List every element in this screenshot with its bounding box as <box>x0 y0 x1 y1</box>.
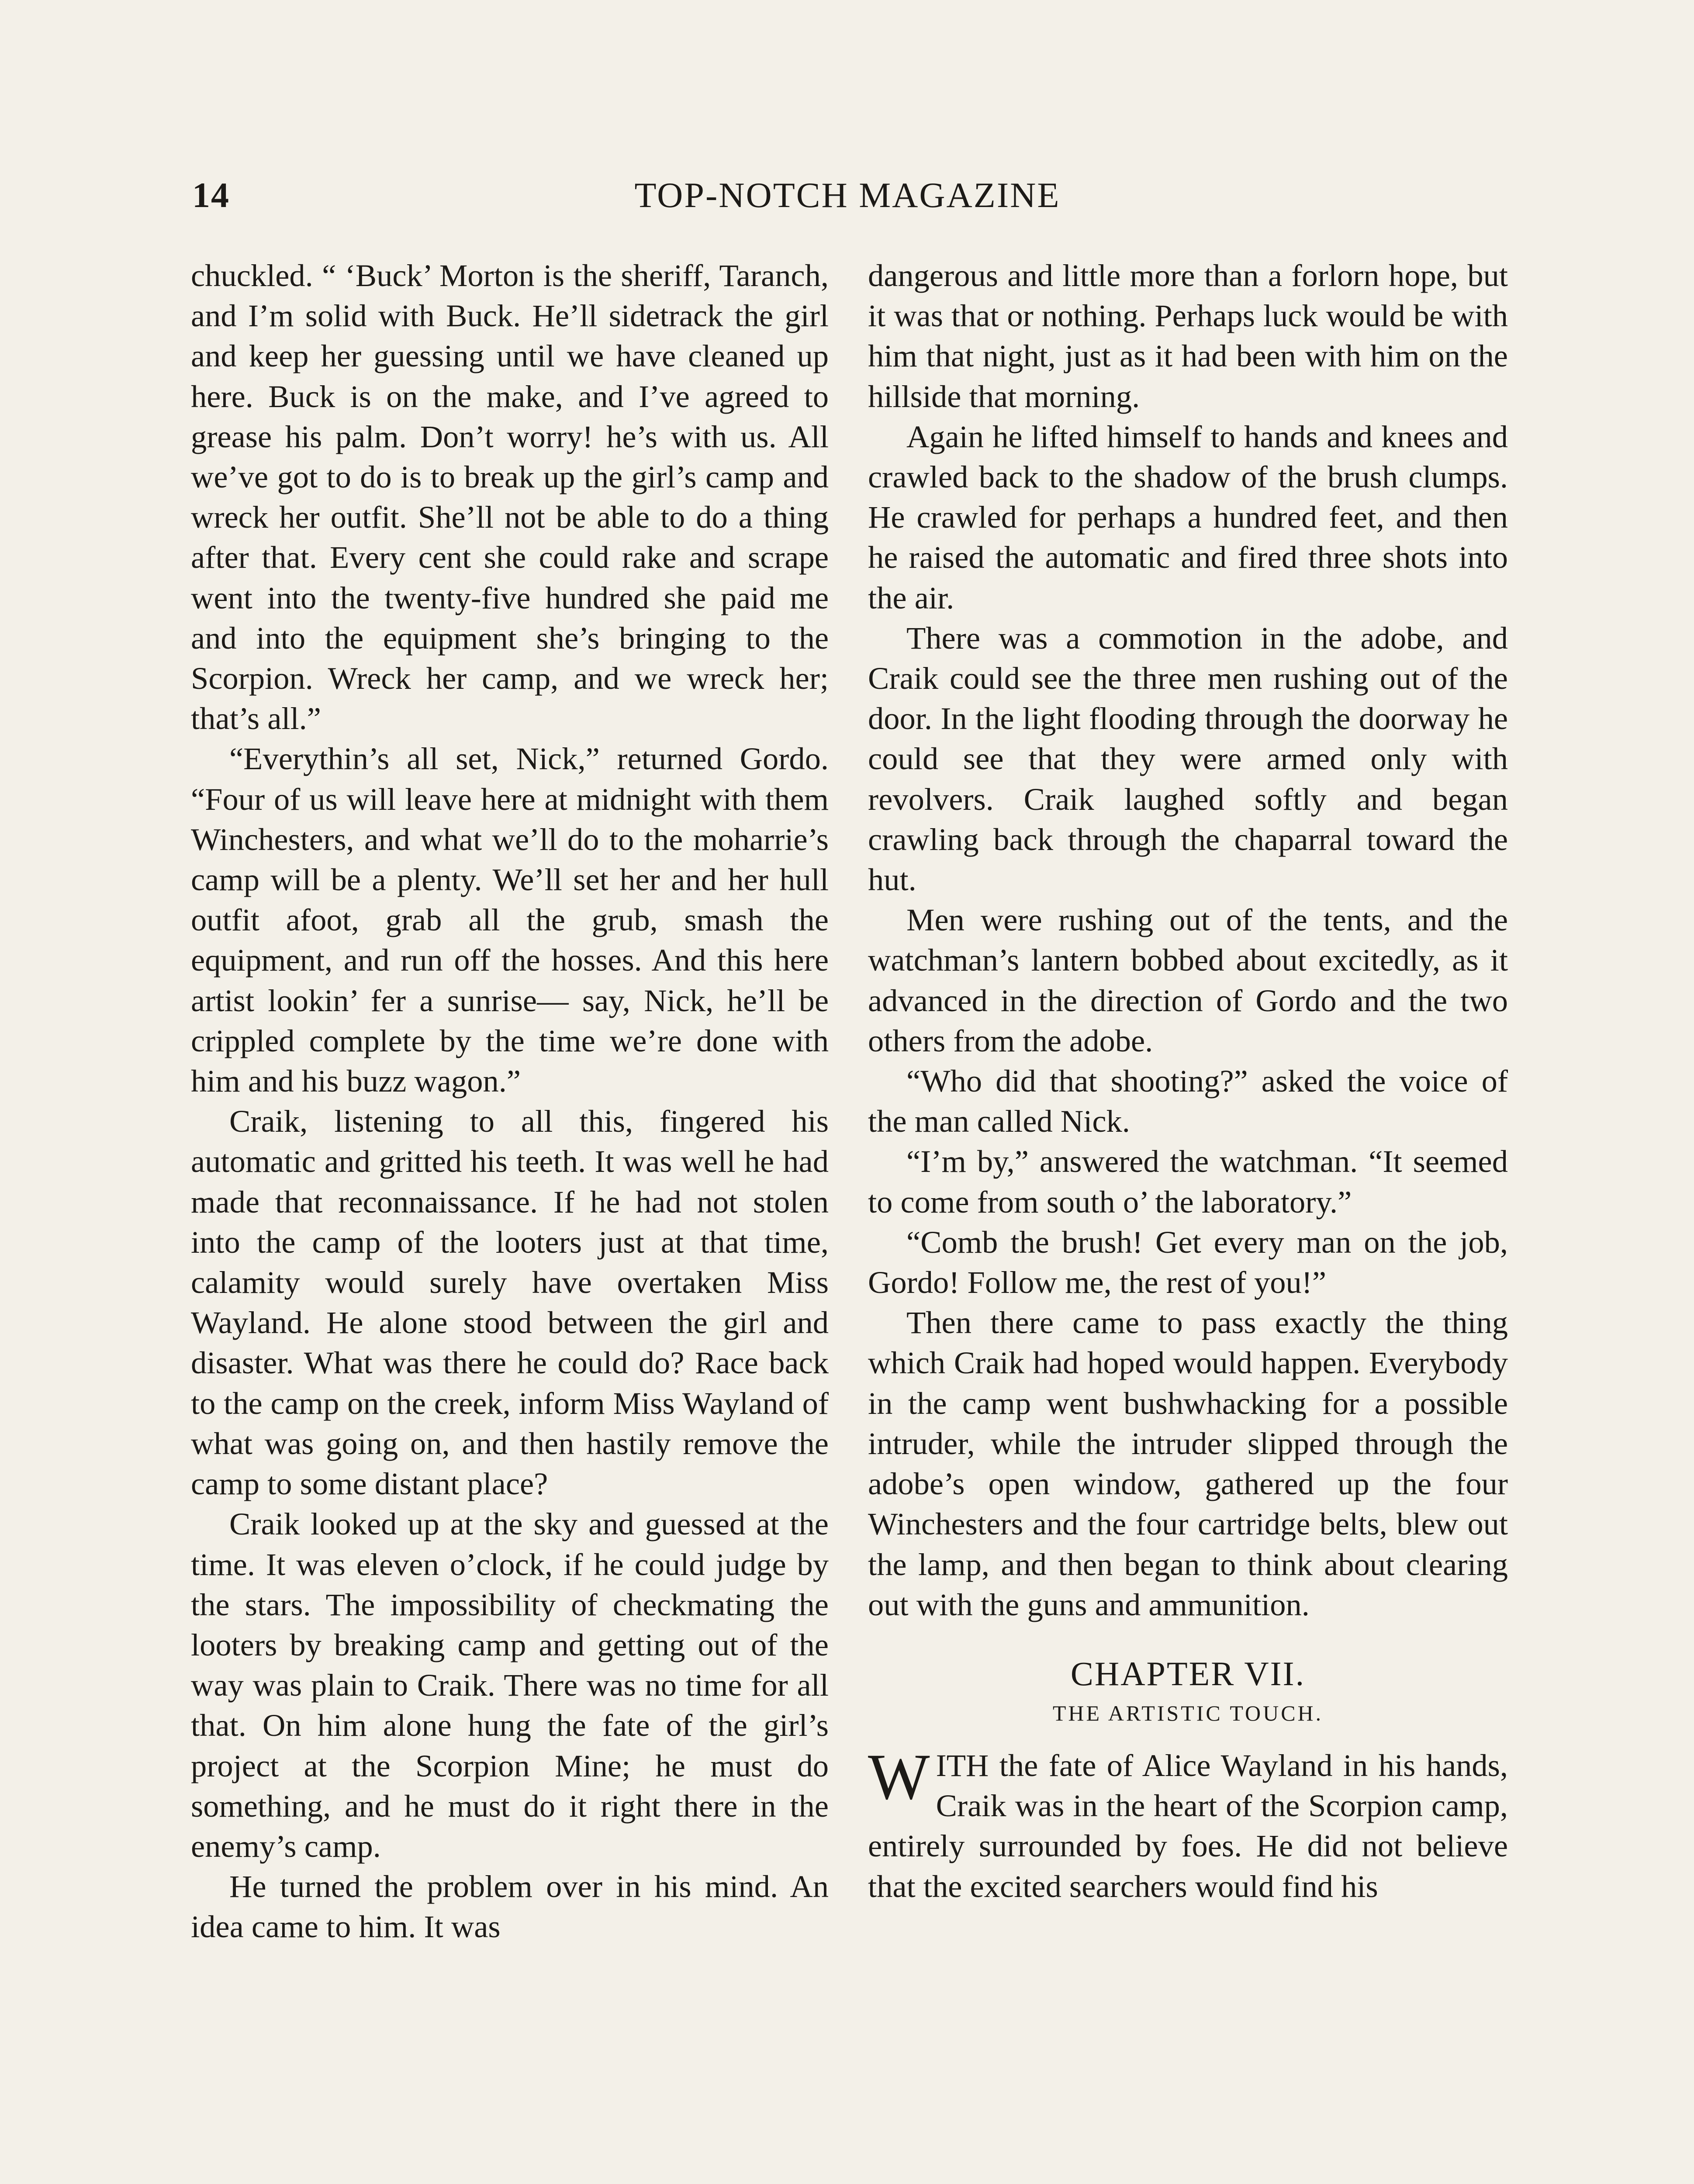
paragraph: dangerous and little more than a forlorn hope, but it was that or nothing. Perhaps luck would be with him that night, just as it had been with him on the hillside that morning. <box>868 258 1508 414</box>
paragraph: “Everythin’s all set, Nick,” returned Gordo. “Four of us will leave here at midnight with them Winchesters, and what we’ll do to the moharrie’s camp will be a plenty. We’ll set her and her hull outfit afoot, grab all the grub, smash the equipment, and run off the hosses. And this here artist lookin’ fer a sunrise— say, Nick, he’ll be crippled complete by the time we’re done with him and his buzz wagon.” <box>191 741 829 1099</box>
paragraph: “Who did that shooting?” asked the voice of the man called Nick. <box>868 1063 1508 1139</box>
paragraph: “Comb the brush! Get every man on the job, Gordo! Follow me, the rest of you!” <box>868 1224 1508 1300</box>
running-head: TOP-NOTCH MAGAZINE <box>634 175 1061 215</box>
page-number: 14 <box>192 175 230 215</box>
paragraph: Again he lifted himself to hands and knees and crawled back to the shadow of the brush clumps. He crawled for perhaps a hundred feet, and then he raised the automatic and fired three shots into the air. <box>868 418 1508 615</box>
left-column <box>191 256 829 1947</box>
paragraph: “I’m by,” answered the watchman. “It seemed to come from south o’ the laboratory.” <box>868 1144 1508 1220</box>
chapter-opening-text: ITH the fate of Alice Wayland in his hands, Craik was in the heart of the Scorpion camp, entirely surrounded by foes. He did not believe that the excited searchers would find his <box>868 1747 1508 1904</box>
paragraph: Craik looked up at the sky and guessed at the time. It was eleven o’clock, if he could judge by the stars. The impossibility of checkmating the looters by breaking camp and getting out of the way was plain to Craik. There was no time for all that. On him alone hung the fate of the girl’s project at the Scorpion Mine; he must do something, and he must do it right there in the enemy’s camp. <box>191 1506 829 1864</box>
chapter-subtitle: THE ARTISTIC TOUCH. <box>1052 1700 1324 1725</box>
paragraph: He turned the problem over in his mind. An idea came to him. It was <box>191 1869 829 1945</box>
drop-cap: W <box>868 1740 930 1813</box>
paragraph: Craik, listening to all this, fingered his automatic and gritted his teeth. It was well he had made that reconnaissance. If he had not stolen into the camp of the looters just at that time, calamity would surely have overtaken Miss Wayland. He alone stood between the girl and disaster. What was there he could do? Race back to the camp on the creek, inform Miss Wayland of what was going on, and then hastily remove the camp to some distant place? <box>191 1103 829 1502</box>
paragraph: chuckled. “ ‘Buck’ Morton is the sheriff, Taranch, and I’m solid with Buck. He’ll sidetrack the girl and keep her guessing until we have cleaned up here. Buck is on the make, and I’ve agreed to grease his palm. Don’t worry! he’s with us. All we’ve got to do is to break up the girl’s camp and wreck her outfit. She’ll not be able to do a thing after that. Every cent she could rake and scrape went into the twenty-five hundred she paid me and into the equipment she’s bringing to the Scorpion. Wreck her camp, and we wreck her; that’s all.” <box>191 258 829 736</box>
chapter-title: CHAPTER VII. <box>1070 1654 1306 1693</box>
page-header <box>192 175 1503 227</box>
chapter-opening-paragraph <box>868 1740 1508 1907</box>
right-column <box>868 256 1508 1907</box>
paragraph: Men were rushing out of the tents, and the watchman’s lantern bobbed about excitedly, as it advanced in the direction of Gordo and the two others from the adobe. <box>868 902 1508 1058</box>
paragraph: There was a commotion in the adobe, and Craik could see the three men rushing out of the door. In the light flooding through the doorway he could see that they were armed only with revolvers. Craik laughed softly and began crawling back through the chaparral toward the hut. <box>868 620 1508 898</box>
paragraph: Then there came to pass exactly the thing which Craik had hoped would happen. Everybody in the camp went bushwhacking for a possible intruder, while the intruder slipped through the adobe’s open window, gathered up the four Winchesters and the four cartridge belts, blew out the lamp, and then began to think about clearing out with the guns and ammunition. <box>868 1305 1508 1622</box>
